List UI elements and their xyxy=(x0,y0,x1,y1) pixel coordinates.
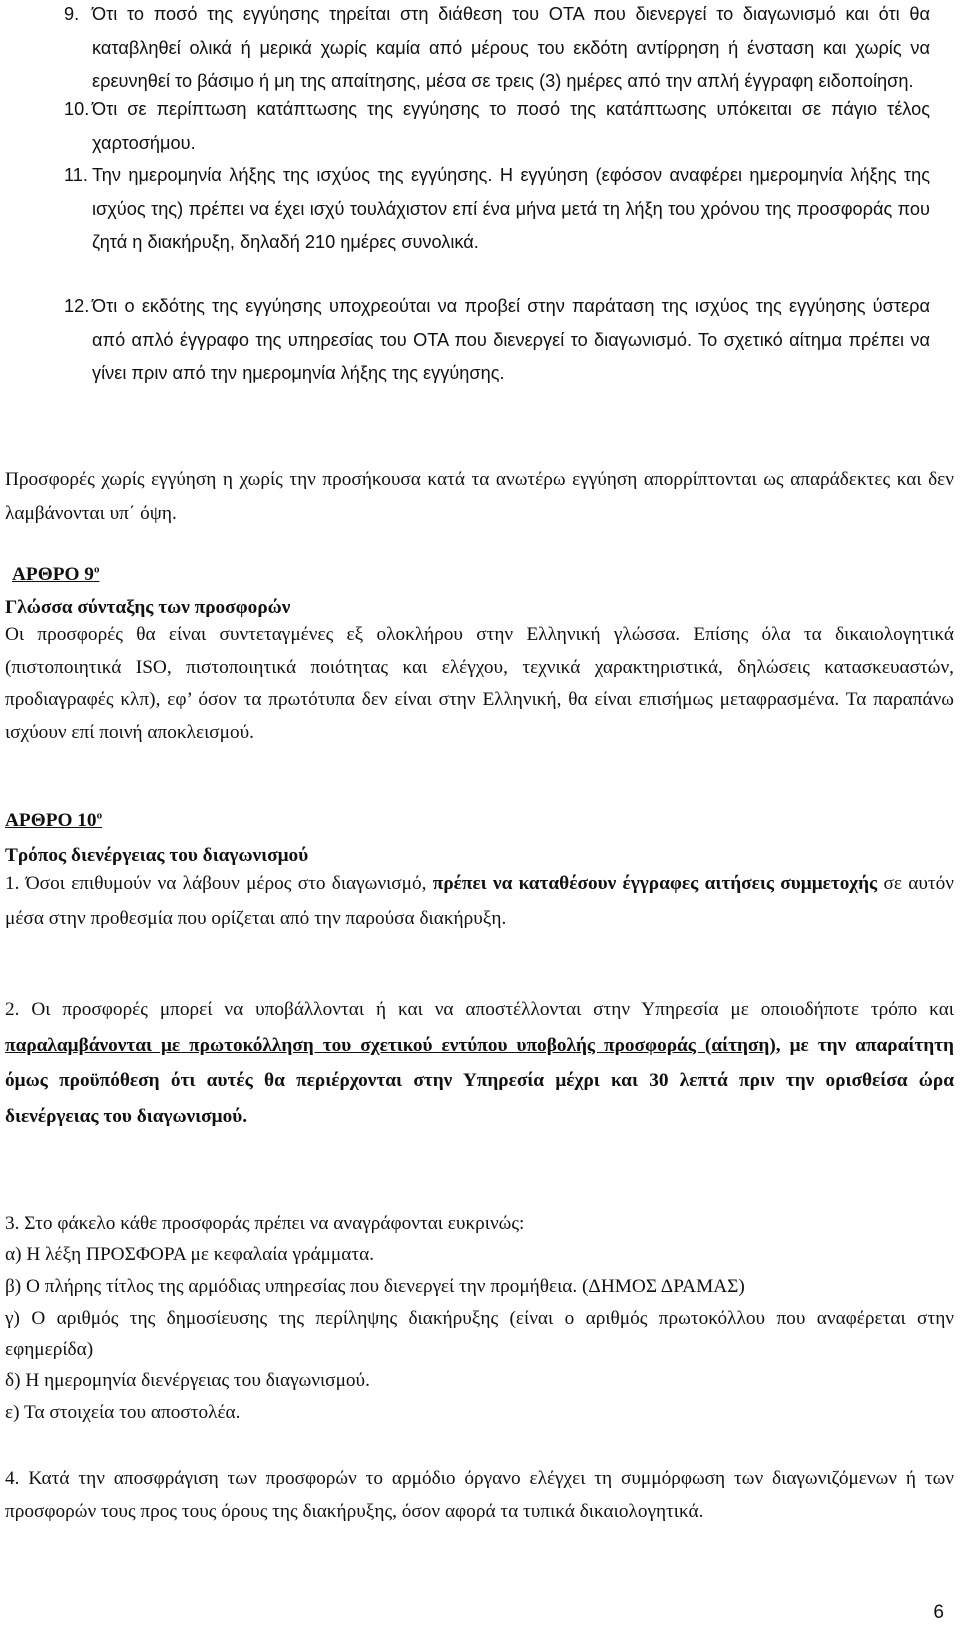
list-text: Ότι σε περίπτωση κατάπτωσης της εγγύησης το ποσό της κατάπτωσης υπόκειται σε πάγιο τέλος χαρτοσήμου. xyxy=(92,99,930,153)
list-text: Την ημερομηνία λήξης της ισχύος της εγγύησης. Η εγγύηση (εφόσον αναφέρει ημερομηνία λήξης της ισχύος της) πρέπει να έχει ισχύ τουλάχιστον επί ένα μήνα μετά τη λήξη του χρόνου της προσφοράς που ζητά η διακήρυξη, δηλαδή 210 ημέρες συνολικά. xyxy=(92,165,930,252)
article-10-paragraph-3-intro: 3. Στο φάκελο κάθε προσφοράς πρέπει να αναγράφονται ευκρινώς: xyxy=(5,1213,525,1234)
page-number: 6 xyxy=(933,1602,944,1623)
list-number: 10. xyxy=(64,99,90,119)
envelope-item-c: γ) Ο αριθμός της δημοσίευσης της περίληψης διακήρυξης (είναι ο αριθμός πρωτοκόλλου που αναφέρεται στην εφημερίδα) xyxy=(5,1308,954,1360)
envelope-item-b: β) Ο πλήρης τίτλος της αρμόδιας υπηρεσίας που διενεργεί την προμήθεια. (ΔΗΜΟΣ ΔΡΑΜΑΣ) xyxy=(5,1276,745,1297)
list-item-12 xyxy=(64,290,930,391)
paragraph-text: 2. Οι προσφορές μπορεί να υποβάλλονται ή και να αποστέλλονται στην Υπηρεσία με οποιοδήποτε τρόπο και xyxy=(5,999,954,1020)
list-item-10 xyxy=(64,93,930,160)
list-number: 12. xyxy=(64,296,90,316)
rejection-note: Προσφορές χωρίς εγγύηση η χωρίς την προσήκουσα κατά τα ανωτέρω εγγύηση απορρίπτονται ως απαράδεκτες και δεν λαμβάνονται υπ΄ όψη. xyxy=(5,469,954,524)
article-10-label: ΑΡΘΡΟ 10 xyxy=(5,810,97,831)
article-10-paragraph-4: 4. Κατά την αποσφράγιση των προσφορών το αρμόδιο όργανο ελέγχει τη συμμόρφωση των διαγωνιζόμενων ή των προσφορών τους προς τους όρους της διακήρυξης, όσον αφορά τα τυπικά δικαιολογητικά. xyxy=(5,1468,954,1522)
envelope-item-d: δ) Η ημερομηνία διενέργειας του διαγωνισμού. xyxy=(5,1370,370,1391)
list-item-11 xyxy=(64,159,930,260)
article-9-label: ΑΡΘΡΟ 9 xyxy=(12,564,94,585)
paragraph-underlined-emphasis: παραλαμβάνονται με πρωτοκόλληση του σχετικού εντύπου υποβολής προσφοράς (αίτηση) xyxy=(5,1034,776,1056)
paragraph-emphasis: πρέπει να καταθέσουν έγγραφες αιτήσεις συμμετοχής xyxy=(432,873,878,894)
article-10-paragraph-1 xyxy=(5,866,954,936)
list-text: Ότι το ποσό της εγγύησης τηρείται στη διάθεση του ΟΤΑ που διενεργεί το διαγωνισμό και ότι θα καταβληθεί ολικά ή μερικά χωρίς καμία από μέρους του εκδότη αντίρρηση ή ένσταση και χωρίς να ερευνηθεί το βάσιμο ή μη της απαίτησης, μέσα σε τρεις (3) ημέρες από την απλή έγγραφη ειδοποίηση. xyxy=(92,4,930,91)
list-number: 9. xyxy=(64,4,80,24)
article-10-subtitle: Τρόπος διενέργειας του διαγωνισμού xyxy=(5,845,309,866)
paragraph-emphasis: , με την απαραίτητη όμως προϋπόθεση ότι αυτές θα περιέρχονται στην Υπηρεσία μέχρι και 30 λεπτά πριν την ορισθείσα ώρα διενέργειας του διαγωνισμού. xyxy=(5,1034,954,1127)
article-10-sup: ο xyxy=(96,809,103,822)
paragraph-text: 1. Όσοι επιθυμούν να λάβουν μέρος στο διαγωνισμό, xyxy=(5,873,433,894)
article-10-paragraph-2 xyxy=(5,992,954,1134)
list-item-9 xyxy=(64,0,930,99)
list-number: 11. xyxy=(64,165,88,185)
article-10-heading xyxy=(5,807,102,835)
article-9-subtitle: Γλώσσα σύνταξης των προσφορών xyxy=(5,597,291,618)
envelope-item-e: ε) Τα στοιχεία του αποστολέα. xyxy=(5,1402,241,1423)
list-text: Ότι ο εκδότης της εγγύησης υποχρεούται να προβεί στην παράταση της ισχύος της εγγύησης ύστερα από απλό έγγραφο της υπηρεσίας του ΟΤΑ που διενεργεί το διαγωνισμό. Το σχετικό αίτημα πρέπει να γίνει πριν από την ημερομηνία λήξης της εγγύησης. xyxy=(92,296,930,383)
paragraph-text: σε αυτόν μέσα στην προθεσμία που ορίζεται από την παρούσα διακήρυξη. xyxy=(5,873,954,929)
article-9-heading xyxy=(12,561,99,589)
envelope-item-a: α) Η λέξη ΠΡΟΣΦΟΡΑ με κεφαλαία γράμματα. xyxy=(5,1244,375,1265)
article-9-body: Οι προσφορές θα είναι συντεταγμένες εξ ολοκλήρου στην Ελληνική γλώσσα. Επίσης όλα τα δικαιολογητικά (πιστοποιητικά ISO, πιστοποιητικά ποιότητας και ελέγχου, τεχνικά χαρακτηριστικά, δηλώσεις κατασκευαστών, προδιαγραφές κλπ), εφ’ όσον τα πρωτότυπα δεν είναι στην Ελληνική, θα είναι επισήμως μεταφρασμένα. Τα παραπάνω ισχύουν επί ποινή αποκλεισμού. xyxy=(5,624,954,743)
article-9-sup: ο xyxy=(93,563,100,576)
